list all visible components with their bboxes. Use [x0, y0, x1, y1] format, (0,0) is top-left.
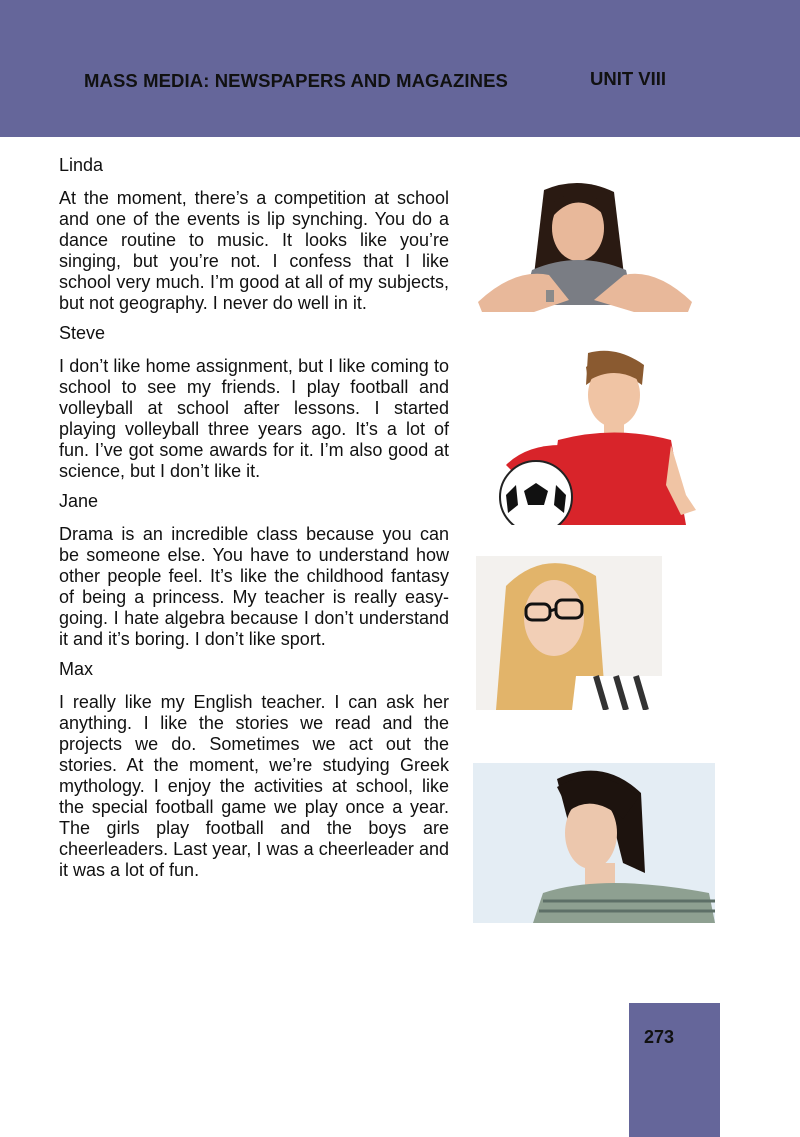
linda-photo — [474, 180, 696, 315]
speaker-paragraph: Drama is an incredible class because you can be someone else. You have to understand how other people feel. It’s like the childhood fantasy of being a princess. My teacher is really easy-going. I hate algebra because I don’t understand it and it’s boring. I don’t like sport. — [59, 524, 449, 649]
jane-photo — [476, 556, 662, 710]
speaker-name: Max — [59, 659, 94, 679]
section-max — [59, 658, 449, 881]
section-steve — [59, 322, 449, 482]
section-linda — [59, 154, 449, 314]
running-title: MASS MEDIA: NEWSPAPERS AND MAGAZINES — [84, 70, 508, 91]
section-jane — [59, 490, 449, 650]
max-photo — [473, 763, 715, 923]
unit-label: UNIT VIII — [590, 68, 667, 89]
page-number: 273 — [643, 1027, 675, 1047]
article-body — [59, 150, 449, 889]
speaker-paragraph: I don’t like home assignment, but I like coming to school to see my friends. I play football and volleyball at school after lessons. I started playing volleyball three years ago. It’s a lot of fun. I’ve got some awards for it. I’m also good at science, but I don’t like it. — [59, 356, 449, 481]
page-number-tab — [629, 1003, 720, 1137]
speaker-name: Jane — [59, 491, 99, 511]
speaker-name: Linda — [59, 155, 104, 175]
speaker-name: Steve — [59, 323, 106, 343]
page-header — [0, 0, 800, 137]
speaker-paragraph: I really like my English teacher. I can ask her anything. I like the stories we read and the projects we do. Sometimes we act out the stories. At the moment, we’re studying Greek mythology. I enjoy the activities at school, like the special football game we play once a year. The girls play football and the boys are cheerleaders. Last year, I was a cheerleader and it was a lot of fun. — [59, 692, 449, 880]
speaker-paragraph: At the moment, there’s a competition at school and one of the events is lip synching. You do a dance routine to music. It looks like you’re singing, but you’re not. I confess that I like school very much. I’m good at all of my subjects, but not geography. I never do well in it. — [59, 188, 449, 313]
steve-photo — [486, 345, 698, 525]
